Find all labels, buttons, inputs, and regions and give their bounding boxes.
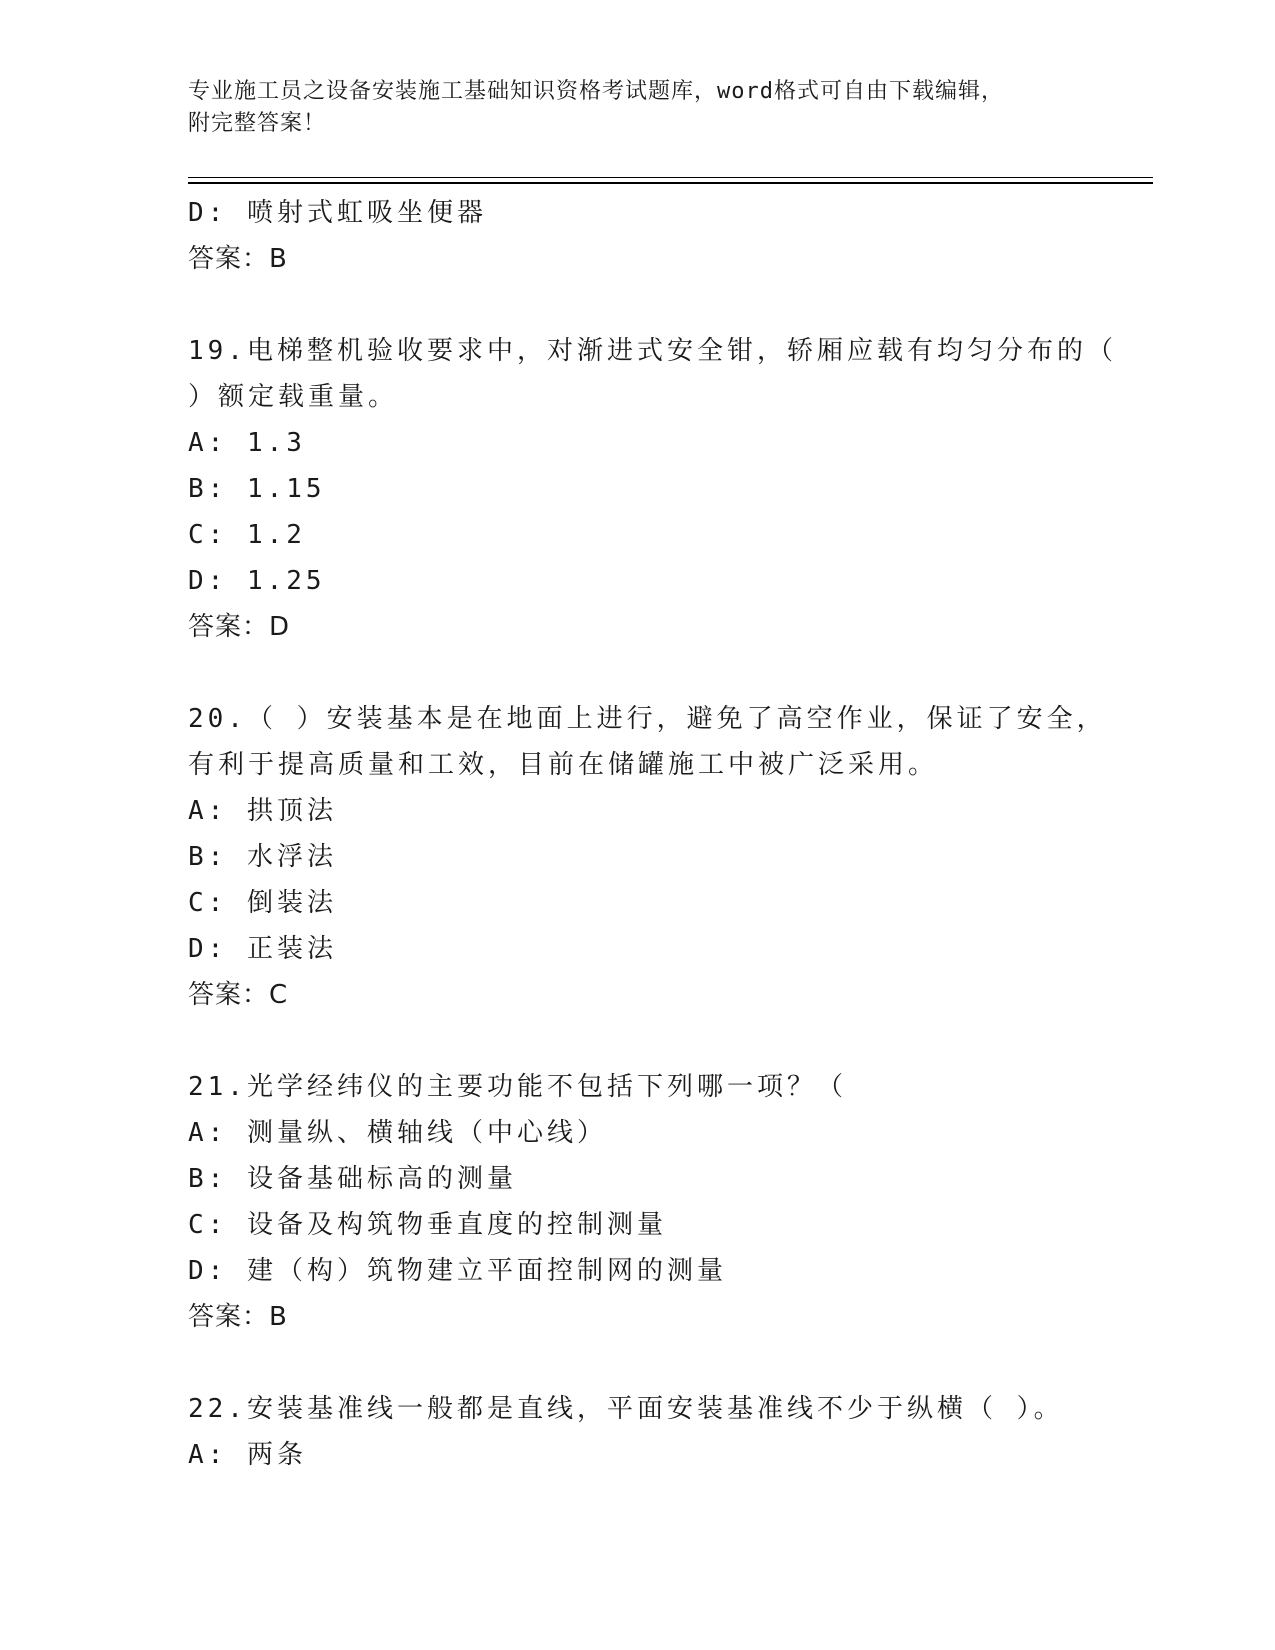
header-line-1: 专业施工员之设备安装施工基础知识资格考试题库，word格式可自由下载编辑， [188,79,1004,104]
option-c: C: 1.2 [188,520,306,550]
question-21-text-1: 21.光学经纬仪的主要功能不包括下列哪一项？（ [188,1072,847,1102]
option-c: C: 倒装法 [188,888,337,918]
option-a: A: 1.3 [188,428,306,458]
question-20-text-1: 20.（ ）安装基本是在地面上进行，避免了高空作业，保证了安全， [188,704,1107,734]
header-rule-thick [188,182,1153,184]
option-c: C: 设备及构筑物垂直度的控制测量 [188,1210,667,1240]
question-20-text-2: 有利于提高质量和工效，目前在储罐施工中被广泛采用。 [188,750,939,780]
option-b: B: 水浮法 [188,842,337,872]
answer: 答案：B [188,1302,288,1332]
question-19-text-1: 19.电梯整机验收要求中，对渐进式安全钳，轿厢应载有均匀分布的（ [188,336,1117,366]
option-d: D: 1.25 [188,566,326,596]
answer: 答案：C [188,980,289,1010]
spacer [188,282,1088,328]
answer: 答案：B [188,244,288,274]
answer: 答案：D [188,612,291,642]
document-header [188,76,1088,140]
question-19-text-2: ）额定载重量。 [188,382,399,412]
spacer [188,1340,1088,1386]
spacer [188,650,1088,696]
header-line-2: 附完整答案！ [188,111,327,136]
header-rule-thin [188,177,1153,178]
question-22-text-1: 22.安装基准线一般都是直线，平面安装基准线不少于纵横（ ）。 [188,1394,1064,1424]
option-a: A: 拱顶法 [188,796,337,826]
option-d: D: 喷射式虹吸坐便器 [188,198,487,228]
spacer [188,1018,1088,1064]
option-a: A: 两条 [188,1440,307,1470]
question-list [188,190,1117,1478]
option-a: A: 测量纵、横轴线（中心线） [188,1118,607,1148]
option-d: D: 建（构）筑物建立平面控制网的测量 [188,1256,727,1286]
option-d: D: 正装法 [188,934,337,964]
option-b: B: 1.15 [188,474,326,504]
option-b: B: 设备基础标高的测量 [188,1164,517,1194]
